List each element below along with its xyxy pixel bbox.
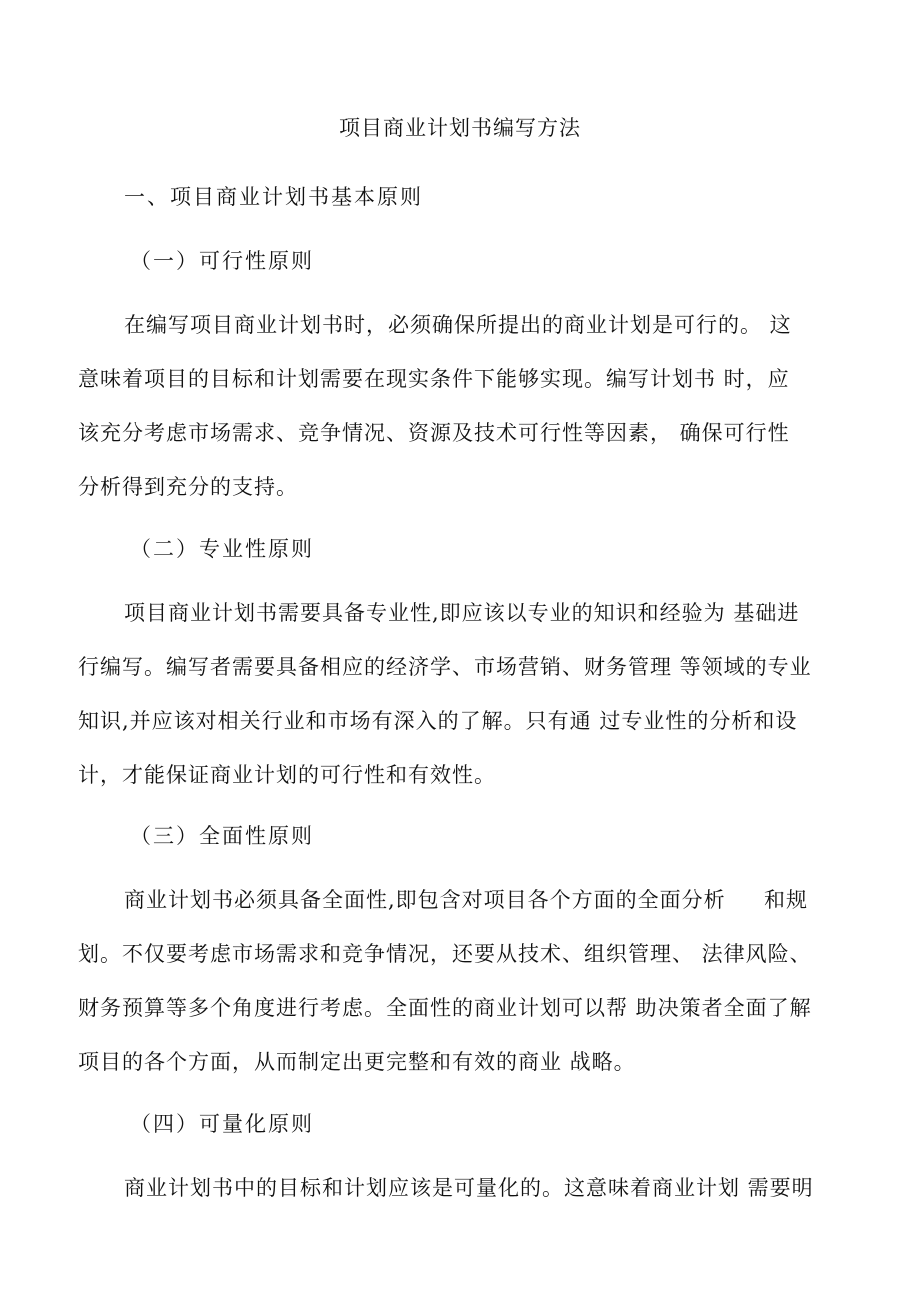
section-heading-basic-principles: 一、项目商业计划书基本原则 <box>124 185 423 209</box>
paragraph-quantifiability <box>78 1161 838 1215</box>
subheading-professionalism: （二）专业性原则 <box>130 537 314 561</box>
paragraph-comprehensiveness <box>78 873 838 1089</box>
paragraph-line: 项目商业计划书需要具备专业性,即应该以专业的知识和经验为 基础进 <box>124 601 800 625</box>
subheading-comprehensiveness: （三）全面性原则 <box>130 824 314 848</box>
paragraph-line: 计，才能保证商业计划的可行性和有效性。 <box>78 763 496 787</box>
document-title: 项目商业计划书编写方法 <box>339 116 581 140</box>
paragraph-line: 财务预算等多个角度进行考虑。全面性的商业计划可以帮 助决策者全面了解 <box>78 996 812 1020</box>
subheading-feasibility: （一）可行性原则 <box>130 249 314 273</box>
paragraph-line: 商业计划书中的目标和计划应该是可量化的。这意味着商业计划 需要明 <box>124 1176 814 1200</box>
paragraph-line: 行编写。编写者需要具备相应的经济学、市场营销、财务管理 等领域的专业 <box>78 655 812 679</box>
paragraph-line: 在编写项目商业计划书时，必须确保所提出的商业计划是可行的。 这 <box>124 313 792 337</box>
paragraph-line: 分析得到充分的支持。 <box>78 475 298 499</box>
paragraph-professionalism <box>78 586 838 802</box>
paragraph-line: 商业计划书必须具备全面性,即包含对项目各个方面的全面分析 和规 <box>124 888 809 912</box>
paragraph-line: 项目的各个方面，从而制定出更完整和有效的商业 战略。 <box>78 1050 636 1074</box>
subheading-quantifiability: （四）可量化原则 <box>130 1112 314 1136</box>
paragraph-line: 该充分考虑市场需求、竞争情况、资源及技术可行性等因素， 确保可行性 <box>78 421 790 445</box>
paragraph-line: 划。不仅要考虑市场需求和竞争情况，还要从技术、组织管理、 法律风险、 <box>78 942 812 966</box>
paragraph-line: 意味着项目的目标和计划需要在现实条件下能够实现。编写计划书 时，应 <box>78 367 790 391</box>
paragraph-feasibility <box>78 298 838 514</box>
paragraph-line: 知识,并应该对相关行业和市场有深入的了解。只有通 过专业性的分析和设 <box>78 709 798 733</box>
